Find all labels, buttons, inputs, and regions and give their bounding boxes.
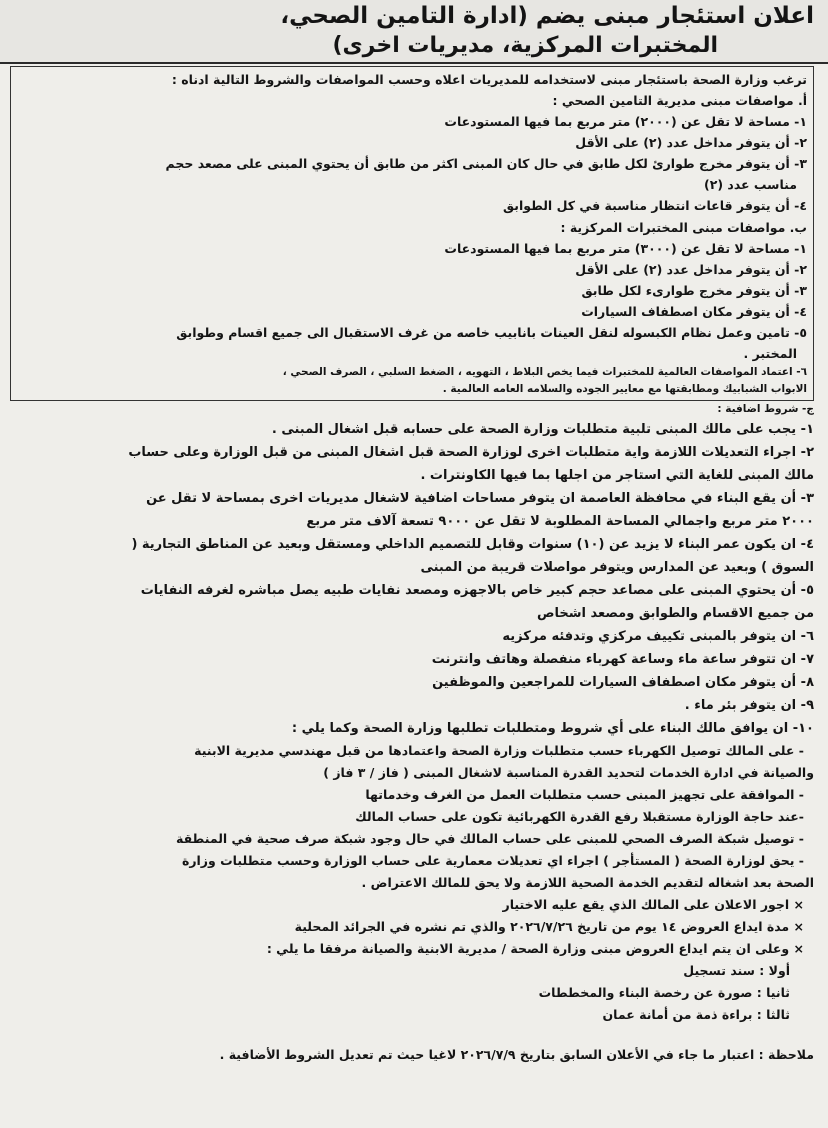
section-a-item: ٢- أن يتوفر مداخل عدد (٢) على الأقل [575,135,807,150]
attachment-item: ثانيا : صورة عن رخصة البناء والمخططات [538,985,790,1000]
term-item: × مدة ايداع العروض ١٤ يوم من تاريخ ٢٠٢٦/٧/٢٦ والذي تم نشره في الجرائد المحلية [294,919,804,934]
section-a-item: ٣- أن يتوفر مخرج طوارئ لكل طابق في حال كان المبنى اكثر من طابق أن يحتوي المبنى على مصعد حجم [165,156,807,171]
section-a-title: أ. مواصفات مبنى مديرية التامين الصحي : [552,93,807,108]
section-c-item: ٦- ان يتوفر بالمبنى تكييف مركزي وتدفئه مركزيه [502,629,814,644]
section-b-item: ٤- أن يتوفر مكان اصطفاف السيارات [581,304,807,319]
section-c-subitem: - على المالك توصيل الكهرباء حسب متطلبات وزارة الصحة واعتمادها من قبل مهندسي مديرية الابنية [194,743,804,758]
section-b-item: الابواب الشبابيك ومطابقتها مع معايير الجوده والسلامه العامه العالمية . [442,383,807,395]
section-c-item: ٤- ان يكون عمر البناء لا يزيد عن (١٠) سنوات وقابل للتصميم الداخلي ومستقل وبعيد عن المناطق التجارية ( [131,537,814,552]
intro-text: ترغب وزارة الصحة باستئجار مبنى لاستخدامه للمديريات اعلاه وحسب المواصفات والشروط التالية ادناه : [171,72,807,87]
section-b-item: ١- مساحة لا تقل عن (٣٠٠٠) متر مربع بما فيها المستودعات [444,241,807,256]
section-b-title: ب. مواصفات مبنى المختبرات المركزية : [560,220,807,235]
section-b-item: ٣- أن يتوفر مخرج طوارىء لكل طابق [581,283,807,298]
section-c-item: ٧- ان تتوفر ساعة ماء وساعة كهرباء منفصلة وهاتف وانترنت [431,652,814,667]
section-c-item: من جميع الاقسام والطوابق ومصعد اشخاص [537,606,814,621]
section-c-item: ٣- أن يقع البناء في محافظة العاصمة ان يتوفر مساحات اضافية لاشغال مديريات اخرى بمساحة لا تقل عن [146,491,814,506]
note-text: ملاحظة : اعتبار ما جاء في الأعلان السابق بتاريخ ٢٠٢٦/٧/٩ لاغيا حيث تم تعديل الشروط الأضافية . [219,1047,814,1062]
section-c-subitem: والصيانة في ادارة الخدمات لتحديد القدرة المناسبة لاشغال المبنى ( فاز / ٣ فاز ) [323,765,814,780]
section-c-subitem: - الموافقة على تجهيز المبنى حسب متطلبات العمل من الغرف وخدماتها [365,787,804,802]
section-c-item: ٥- أن يحتوي المبنى على مصاعد حجم كبير خاص بالاجهزه ومصعد نفايات طبيه يصل مباشره لغرفه النفايات [140,583,814,598]
section-c-subitem: - توصيل شبكة الصرف الصحي للمبنى على حساب المالك في حال وجود شبكة صرف صحية في المنطقة [175,831,804,846]
section-c-subitem: -عند حاجة الوزارة مستقبلا رفع القدرة الكهربائية تكون على حساب المالك [355,809,804,824]
section-a-item: ٤- أن يتوفر قاعات انتظار مناسبة في كل الطوابق [502,198,807,213]
section-b-item: المختبر . [743,346,797,361]
section-c-item: ٢- اجراء التعديلات اللازمة واية متطلبات اخرى لوزارة الصحة قبل اشغال المبنى من قبل الوزارة وعلى حساب [128,445,814,460]
term-item: × وعلى ان يتم ايداع العروض مبنى وزارة الصحة / مديرية الابنية والصيانة مرفقا ما يلي : [266,941,804,956]
header-title-line2: المختبرات المركزية، مديريات اخرى) [332,33,718,58]
section-c-item: ١- يجب على مالك المبنى تلبية متطلبات وزارة الصحة على حسابه قبل اشغال المبنى . [271,422,814,437]
section-b-item: ٦- اعتماد المواصفات العالمية للمختبرات فيما يخص البلاط ، التهويه ، الضغط السلبي ، الصرف الصحي ، [282,366,807,378]
term-item: × اجور الاعلان على المالك الذي يقع عليه الاختيار [502,897,804,912]
section-c-item: ٨- أن يتوفر مكان اصطفاف السيارات للمراجعين والموظفين [432,675,814,690]
header-title-line1: اعلان استئجار مبنى يضم (ادارة التامين الصحي، [280,3,814,29]
section-a-item: مناسب عدد (٢) [703,177,797,192]
notice-header [0,0,828,64]
section-c-item: ١٠- ان يوافق مالك البناء على أي شروط ومتطلبات تطلبها وزارة الصحة وكما يلي : [291,721,814,736]
attachment-item: أولا : سند تسجيل [683,963,790,978]
section-c-item: السوق ) وبعيد عن المدارس ويتوفر مواصلات قريبة من المبنى [420,560,814,575]
section-a-item: ١- مساحة لا تقل عن (٢٠٠٠) متر مربع بما فيها المستودعات [444,114,807,129]
section-b-item: ٢- أن يتوفر مداخل عدد (٢) على الأقل [575,262,807,277]
section-c-subitem: - يحق لوزارة الصحة ( المستأجر ) اجراء اي تعديلات معمارية على حساب الوزارة وحسب متطلبات وزارة [181,853,804,868]
attachment-item: ثالثا : براءة ذمة من أمانة عمان [602,1007,790,1022]
notice-body [10,66,814,1128]
section-c-subitem: الصحة بعد اشغاله لتقديم الخدمة الصحية اللازمة ولا يحق للمالك الاعتراض . [361,875,814,890]
section-c-item: مالك المبنى للغاية التي استاجر من اجلها بما فيها الكاونترات . [420,468,814,483]
section-c-item: ٢٠٠٠ متر مربع واجمالي المساحة المطلوبة لا تقل عن ٩٠٠٠ تسعة آلاف متر مربع [306,514,814,529]
section-c-title: ج- شروط اضافية : [717,403,814,415]
section-c-item: ٩- ان يتوفر بئر ماء . [684,698,814,713]
section-b-item: ٥- تامين وعمل نظام الكبسوله لنقل العينات بانابيب خاصه من غرف الاستقبال الى جميع اقسام وطوابق [176,325,807,340]
conditions-section [10,401,814,1066]
specs-box [10,66,814,401]
